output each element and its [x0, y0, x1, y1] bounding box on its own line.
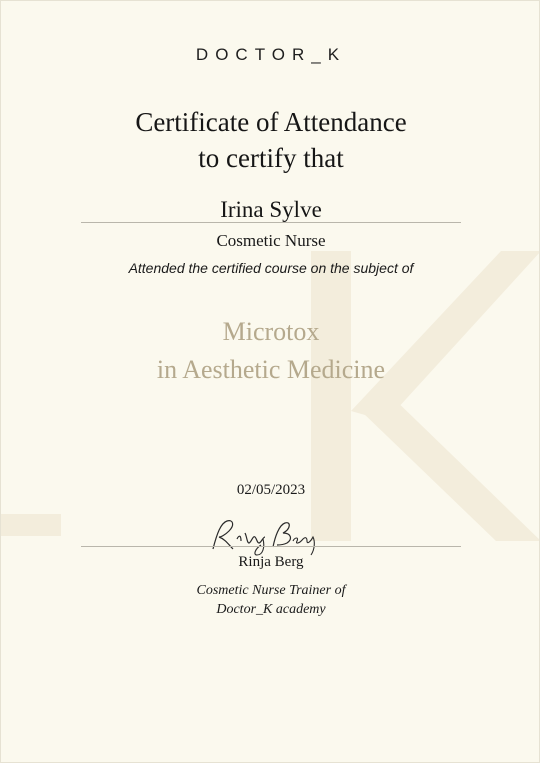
certificate-subtitle: to certify that [198, 143, 344, 173]
signatory-title-line1: Cosmetic Nurse Trainer of [196, 583, 346, 598]
watermark-bar-shape [1, 506, 61, 546]
recipient-role: Cosmetic Nurse [216, 231, 326, 250]
certificate-title: Certificate of Attendance [135, 107, 407, 137]
certificate-date: 02/05/2023 [236, 482, 306, 498]
course-title-line1: Microtox [222, 317, 320, 346]
recipient-name: Irina Sylve [220, 197, 322, 222]
signature-image [207, 511, 323, 557]
watermark-k-logo [291, 241, 540, 561]
signatory-name: Rinja Berg [238, 554, 304, 570]
signature-line [81, 546, 461, 547]
attendance-statement: Attended the certified course on the subject of [128, 260, 414, 276]
signatory-title-line2: Doctor_K academy [216, 602, 326, 617]
brand-logo-text: DOCTOR_K [195, 45, 347, 64]
course-title-line2: in Aesthetic Medicine [156, 355, 386, 384]
